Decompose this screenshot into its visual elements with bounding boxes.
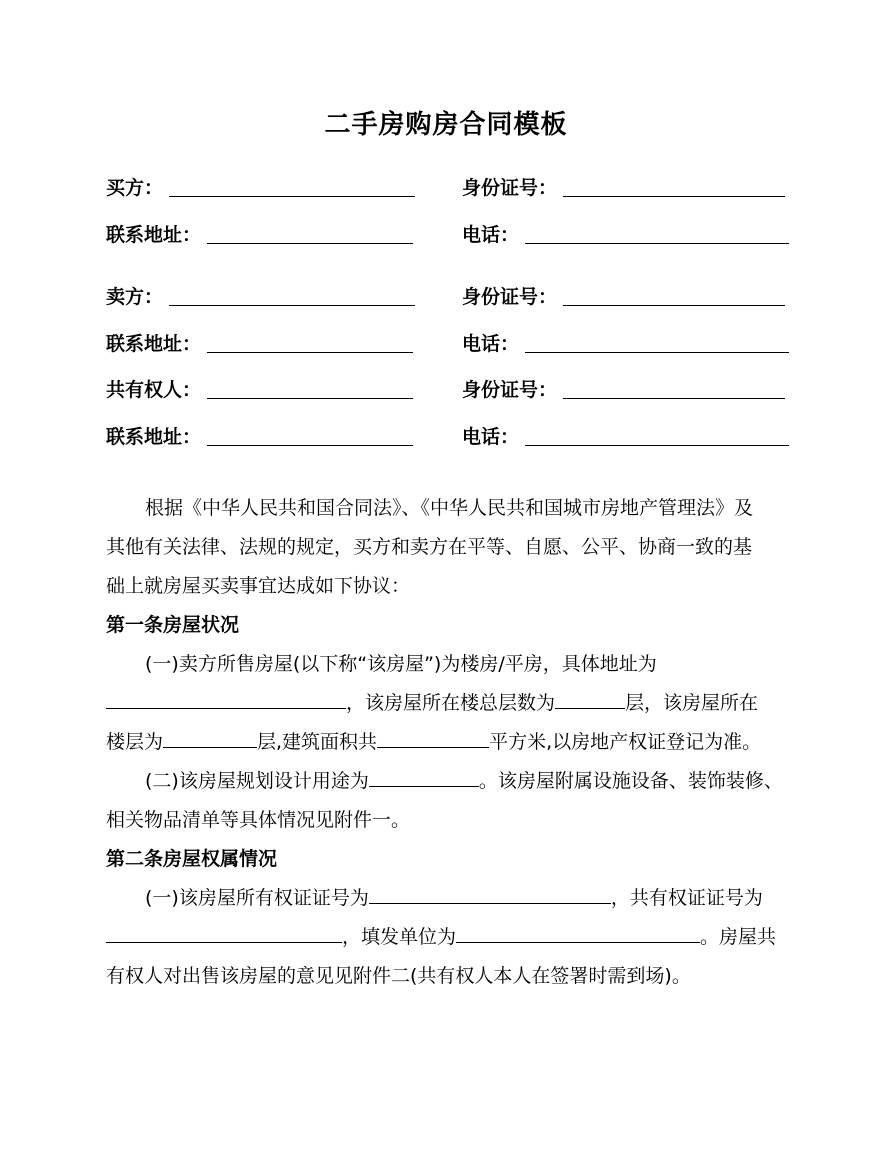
seller-label: 卖方： — [106, 286, 164, 308]
article-2-heading: 第二条房屋权属情况 — [106, 848, 278, 870]
article-1-p1-line-3 — [106, 727, 761, 754]
title-cert-label-text: (一)该房屋所有权证证号为 — [145, 887, 369, 909]
buyer-address-field — [106, 217, 413, 247]
intro-line-1: 根据《中华人民共和国合同法》、《中华人民共和国城市房地产管理法》及 — [145, 497, 754, 519]
seller-address-blank[interactable] — [207, 352, 413, 353]
area-unit-text: 平方米,以房地产权证登记为准。 — [489, 731, 762, 753]
seller-phone-blank[interactable] — [525, 352, 789, 353]
seller-blank[interactable] — [169, 305, 415, 306]
facilities-text: 。该房屋附属设施设备、装饰装修、 — [478, 770, 783, 792]
issuer-label-text: ，填发单位为 — [342, 926, 457, 948]
buyer-blank[interactable] — [169, 196, 415, 197]
co-owner-phone-field — [462, 419, 789, 449]
co-owner-phone-label: 电话： — [462, 426, 520, 448]
article-1-p2-line-1 — [145, 766, 783, 793]
article-2-line-1 — [145, 883, 763, 910]
area-blank[interactable] — [377, 729, 489, 748]
co-cert-label-text: ，共有权证证号为 — [610, 887, 763, 909]
usage-blank[interactable] — [369, 768, 479, 787]
co-owner-address-label: 联系地址： — [106, 426, 202, 448]
buyer-phone-blank[interactable] — [525, 243, 789, 244]
address-blank[interactable] — [106, 690, 346, 709]
article-1-p1-line-1: (一)卖方所售房屋(以下称“该房屋”)为楼房/平房，具体地址为 — [145, 653, 657, 675]
co-owner-field — [106, 372, 413, 402]
co-owner-address-blank[interactable] — [207, 445, 413, 446]
buyer-phone-label: 电话： — [462, 224, 520, 246]
intro-line-2: 其他有关法律、法规的规定，买方和卖方在平等、自愿、公平、协商一致的基 — [106, 536, 753, 558]
seller-address-label: 联系地址： — [106, 333, 202, 355]
co-owner-id-blank[interactable] — [563, 398, 785, 399]
buyer-id-field — [462, 170, 785, 200]
buyer-id-label: 身份证号： — [462, 177, 558, 199]
seller-phone-field — [462, 326, 789, 356]
seller-id-field — [462, 279, 785, 309]
seller-address-field — [106, 326, 413, 356]
buyer-label: 买方： — [106, 177, 164, 199]
co-owner-blank[interactable] — [207, 398, 413, 399]
area-label-text: 层,建筑面积共 — [257, 731, 378, 753]
floor-label-text: 楼层为 — [106, 731, 164, 753]
buyer-address-label: 联系地址： — [106, 224, 202, 246]
document-title: 二手房购房合同模板 — [324, 110, 568, 140]
article-1-heading: 第一条房屋状况 — [106, 614, 240, 636]
buyer-id-blank[interactable] — [563, 196, 785, 197]
floor-blank[interactable] — [163, 729, 257, 748]
co-owner-label: 共有权人： — [106, 379, 202, 401]
buyer-address-blank[interactable] — [207, 243, 413, 244]
article-2-line-2 — [106, 922, 776, 949]
article-2-line-3: 有权人对出售该房屋的意见见附件二(共有权人本人在签署时需到场)。 — [106, 965, 691, 987]
intro-line-3: 础上就房屋买卖事宜达成如下协议： — [106, 575, 411, 597]
article-1-p2-line-2: 相关物品清单等具体情况见附件一。 — [106, 809, 411, 831]
co-owner-id-label: 身份证号： — [462, 379, 558, 401]
floors-total-blank[interactable] — [555, 690, 625, 709]
issuer-blank[interactable] — [456, 924, 700, 943]
usage-label-text: (二)该房屋规划设计用途为 — [145, 770, 369, 792]
co-owner-address-field — [106, 419, 413, 449]
co-owner-phone-blank[interactable] — [525, 445, 789, 446]
co-owner-start-text: 。房屋共 — [700, 926, 777, 948]
title-cert-blank[interactable] — [369, 885, 611, 904]
article-1-p1-line-2 — [106, 688, 758, 715]
floors-total-text: ，该房屋所在楼总层数为 — [346, 692, 556, 714]
seller-id-label: 身份证号： — [462, 286, 558, 308]
co-owner-id-field — [462, 372, 785, 402]
buyer-field — [106, 170, 415, 200]
seller-phone-label: 电话： — [462, 333, 520, 355]
seller-field — [106, 279, 415, 309]
seller-id-blank[interactable] — [563, 305, 785, 306]
co-cert-blank[interactable] — [106, 924, 342, 943]
buyer-phone-field — [462, 217, 789, 247]
floor-located-text: 层，该房屋所在 — [625, 692, 759, 714]
